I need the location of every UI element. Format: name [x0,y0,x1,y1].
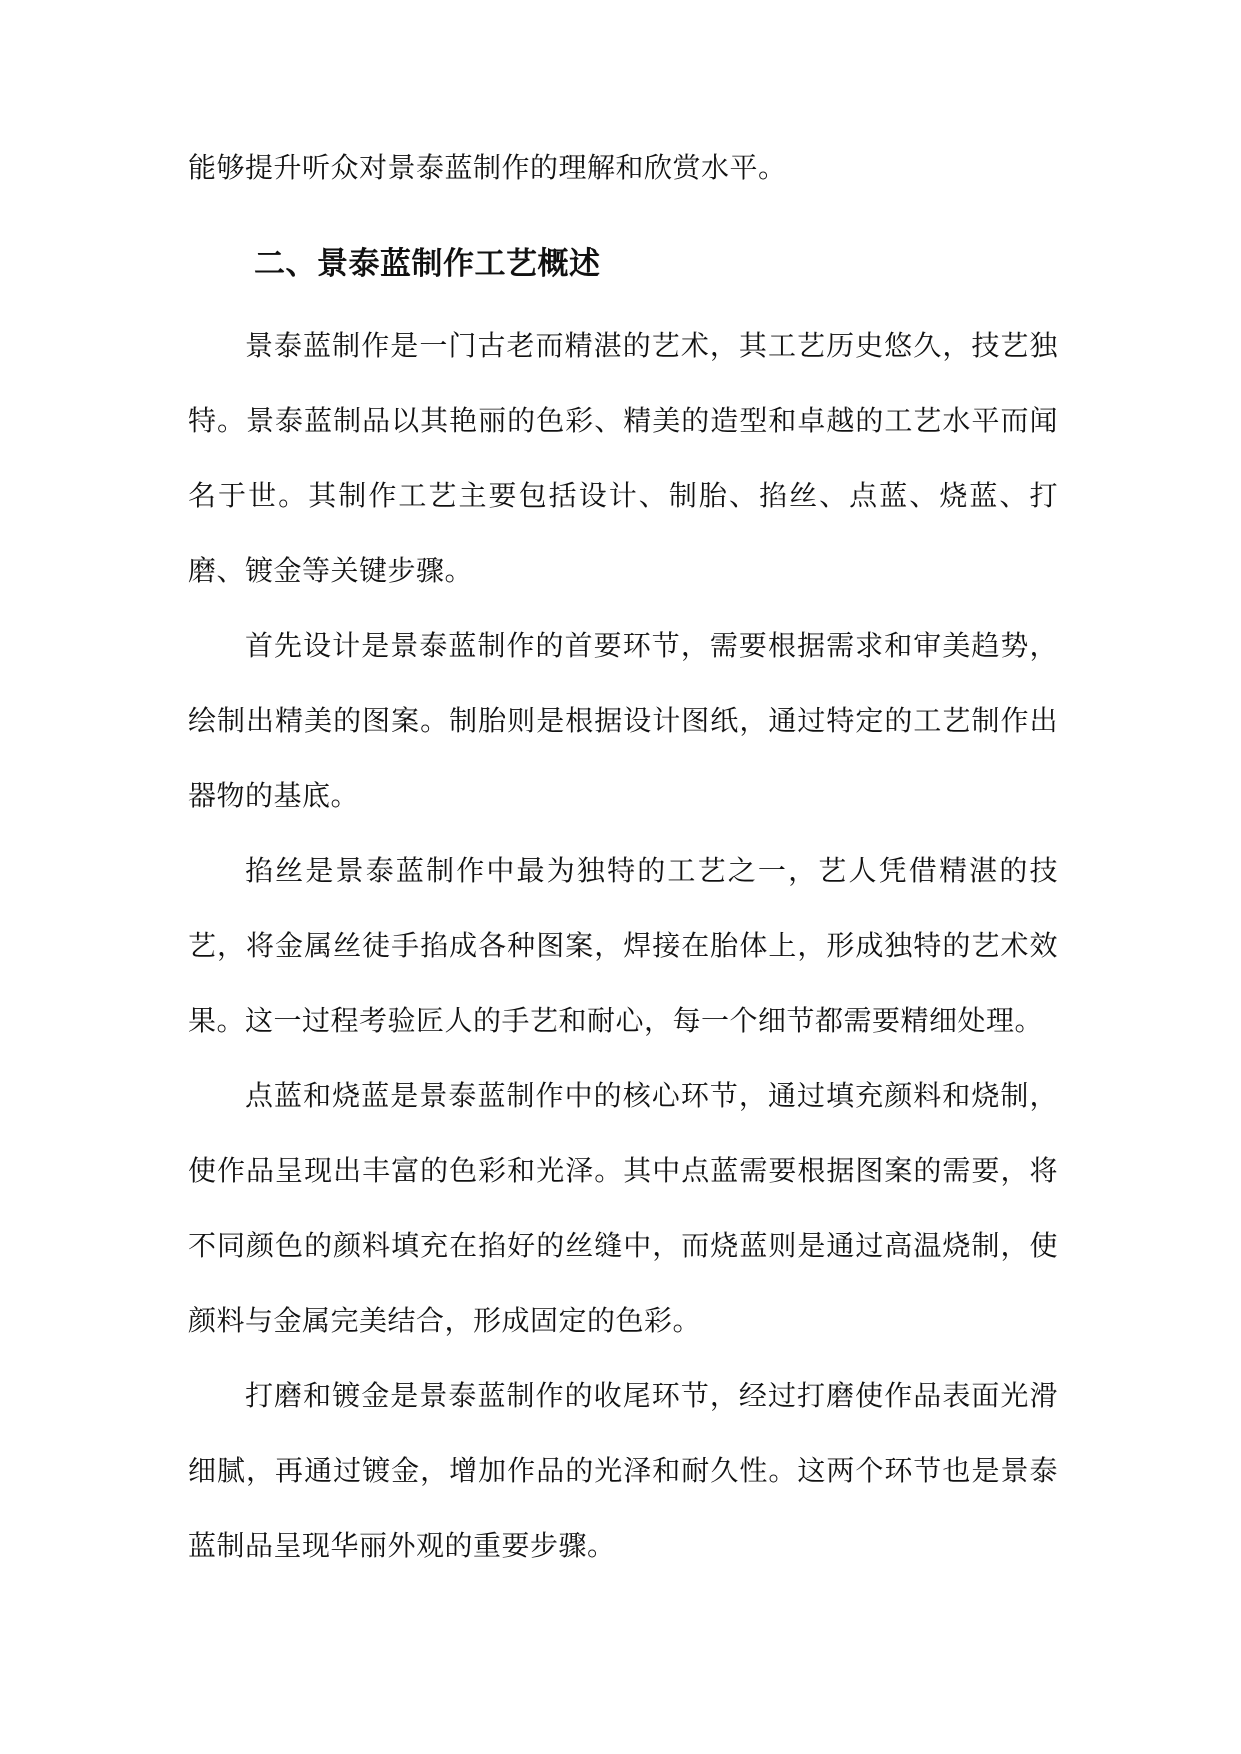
paragraph-design: 首先设计是景泰蓝制作的首要环节，需要根据需求和审美趋势，绘制出精美的图案。制胎则是根据设计图纸，通过特定的工艺制作出器物的基底。 [188,629,1058,812]
paragraph-polishing: 打磨和镀金是景泰蓝制作的收尾环节，经过打磨使作品表面光滑细腻，再通过镀金，增加作品的光泽和耐久性。这两个环节也是景泰蓝制品呈现华丽外观的重要步骤。 [188,1379,1058,1562]
document-body [188,148,1058,1583]
continuation-paragraph: 能够提升听众对景泰蓝制作的理解和欣赏水平。 [188,151,787,184]
paragraph-enameling: 点蓝和烧蓝是景泰蓝制作中的核心环节，通过填充颜料和烧制，使作品呈现出丰富的色彩和光泽。其中点蓝需要根据图案的需要，将不同颜色的颜料填充在掐好的丝缝中，而烧蓝则是通过高温烧制，使颜料与金属完美结合，形成固定的色彩。 [188,1079,1058,1337]
section-heading: 二、景泰蓝制作工艺概述 [254,246,601,282]
paragraph-overview: 景泰蓝制作是一门古老而精湛的艺术，其工艺历史悠久，技艺独特。景泰蓝制品以其艳丽的色彩、精美的造型和卓越的工艺水平而闻名于世。其制作工艺主要包括设计、制胎、掐丝、点蓝、烧蓝、打磨、镀金等关键步骤。 [188,329,1058,587]
paragraph-filigree: 掐丝是景泰蓝制作中最为独特的工艺之一，艺人凭借精湛的技艺，将金属丝徒手掐成各种图案，焊接在胎体上，形成独特的艺术效果。这一过程考验匠人的手艺和耐心，每一个细节都需要精细处理。 [188,854,1058,1037]
